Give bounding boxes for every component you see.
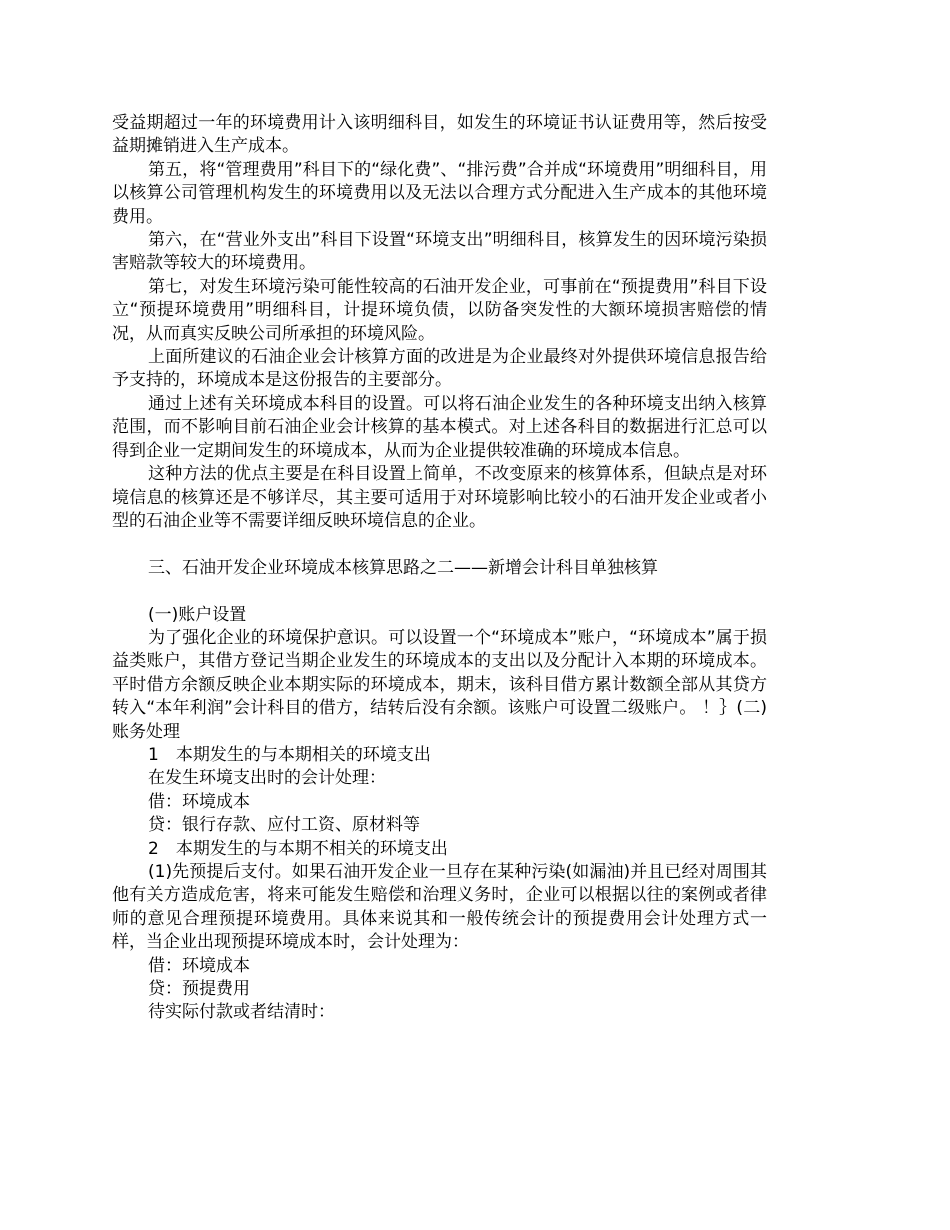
paragraph: 这种方法的优点主要是在科目设置上简单，不改变原来的核算体系，但缺点是对环境信息的核算还是不够详尽，其主要可适用于对环境影响比较小的石油开发企业或者小型的石油企业等不需要详细反映环境信息的企业。 (112, 464, 767, 531)
blank-line (112, 580, 767, 603)
journal-entry-credit: 贷：银行存款、应付工资、原材料等 (148, 815, 420, 836)
text-line: 在发生环境支出时的会计处理： (148, 768, 386, 789)
paragraph: 通过上述有关环境成本科目的设置。可以将石油企业发生的各种环境支出纳入核算范围，而不影响目前石油企业会计核算的基本模式。对上述各科目的数据进行汇总可以得到企业一定期间发生的环境成本，从而为企业提供较准确的环境成本信息。 (112, 393, 767, 461)
paragraph: 受益期超过一年的环境费用计入该明细科目，如发生的环境证书认证费用等，然后按受益期摊销进入生产成本。 (112, 113, 767, 157)
section-heading: 三、石油开发企业环境成本核算思路之二——新增会计科目单独核算 (148, 557, 658, 578)
paragraph: 第六，在“营业外支出”科目下设置“环境支出”明细科目，核算发生的因环境污染损害赔款等较大的环境费用。 (112, 230, 767, 274)
list-item: 1 本期发生的与本期相关的环境支出 (148, 744, 431, 765)
text-line: 待实际付款或者结清时： (148, 1002, 335, 1023)
paragraph: 为了强化企业的环境保护意识。可以设置一个“环境成本”账户，“环境成本”属于损益类账户，其借方登记当期企业发生的环境成本的支出以及分配计入本期的环境成本。平时借方余额反映企业本期实际的环境成本，期末，该科目借方累计数额全部从其贷方转入“本年利润”会计科目的借方，结转后没有余额。该账户可设置二级账户。 ！｝(二)账务处理 (112, 627, 767, 742)
journal-entry-credit: 贷：预提费用 (148, 979, 250, 999)
blank-line (112, 533, 767, 556)
paragraph: 上面所建议的石油企业会计核算方面的改进是为企业最终对外提供环境信息报告给予支持的，环境成本是这份报告的主要部分。 (112, 347, 767, 391)
paragraph: (1)先预提后支付。如果石油开发企业一旦存在某种污染(如漏油)并且已经对周围其他有关方造成危害，将来可能发生赔偿和治理义务时，企业可以根据以往的案例或者律师的意见合理预提环境费用。具体来说其和一般传统会计的预提费用会计处理方式一样，当企业出现预提环境成本时，会计处理为： (112, 861, 767, 953)
list-item: 2 本期发生的与本期不相关的环境支出 (148, 838, 448, 859)
journal-entry-debit: 借：环境成本 (148, 955, 250, 976)
document-body (112, 112, 767, 1025)
subsection-heading: (一)账户设置 (148, 604, 247, 625)
journal-entry-debit: 借：环境成本 (148, 791, 250, 812)
paragraph: 第七，对发生环境污染可能性较高的石油开发企业，可事前在“预提费用”科目下设立“预提环境费用”明细科目，计提环境负债，以防备突发性的大额环境损害赔偿的情况，从而真实反映公司所承担的环境风险。 (112, 276, 767, 344)
paragraph: 第五，将“管理费用”科目下的“绿化费”、“排污费”合并成“环境费用”明细科目，用以核算公司管理机构发生的环境费用以及无法以合理方式分配进入生产成本的其他环境费用。 (112, 159, 767, 227)
